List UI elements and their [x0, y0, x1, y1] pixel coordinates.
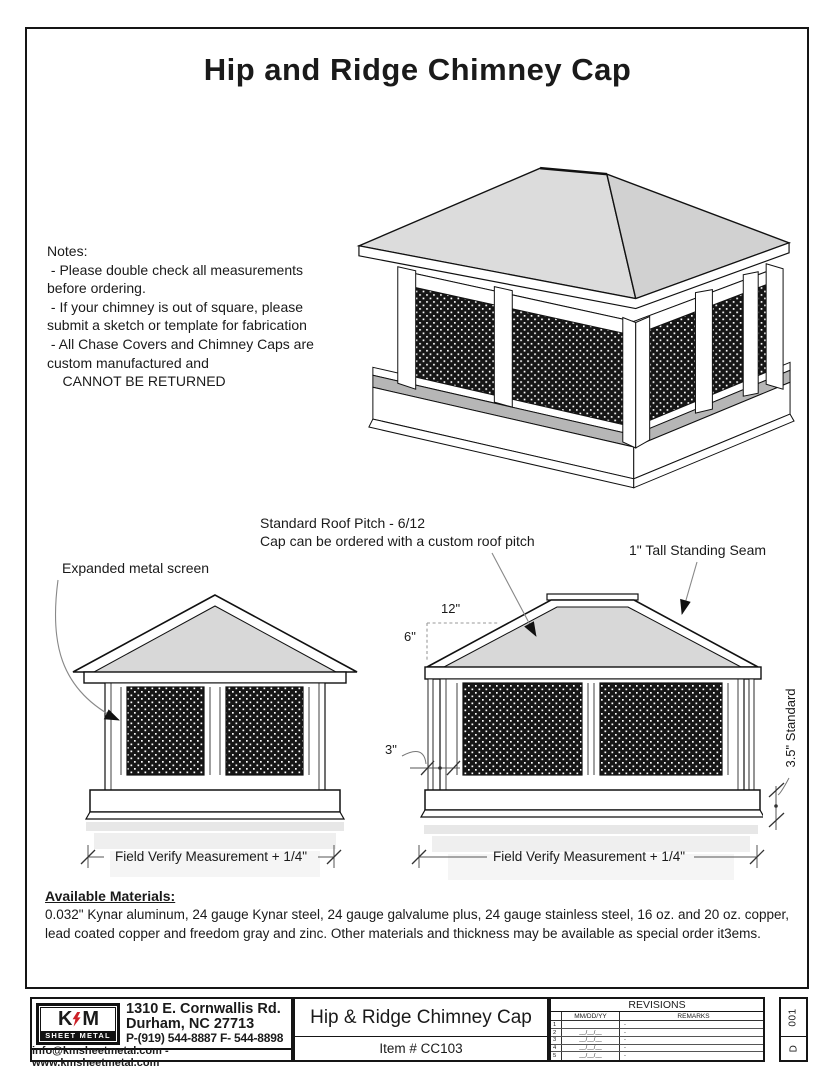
company-address-line1: 1310 E. Cornwallis Rd. — [126, 1001, 281, 1017]
revisions-title: REVISIONS — [551, 999, 763, 1012]
rev-remark: - — [624, 1029, 626, 1036]
km-logo — [36, 1003, 120, 1045]
sheet-size-block — [779, 997, 808, 1062]
logo-subtitle: SHEET METAL — [41, 1031, 115, 1040]
rev-col-remarks: REMARKS — [677, 1012, 710, 1020]
rev-num: 1 — [551, 1021, 562, 1028]
rev-col-num — [551, 1012, 562, 1020]
rev-remark: - — [624, 1044, 626, 1051]
company-address-line2: Durham, NC 27713 — [126, 1015, 255, 1032]
rev-remark: - — [624, 1037, 626, 1044]
company-web: info@kmsheetmetal.com - www.kmsheetmetal.com — [32, 1048, 291, 1065]
company-phone: P-(919) 544-8887 F- 544-8898 — [126, 1031, 284, 1045]
revision-row — [551, 1045, 763, 1053]
rev-remark: - — [624, 1021, 626, 1028]
roof-pitch-label-line1: Standard Roof Pitch - 6/12 — [260, 515, 425, 531]
dim-12-inch: 12" — [441, 601, 461, 616]
title-block — [293, 997, 549, 1062]
rev-remark: - — [624, 1053, 626, 1060]
company-block — [30, 997, 293, 1069]
sheet-number: 001 — [788, 1008, 799, 1027]
field-verify-left: Field Verify Measurement + 1/4" — [114, 849, 307, 864]
sheet-letter: D — [787, 1044, 799, 1053]
notes-line: custom manufactured and — [47, 354, 209, 371]
revision-row — [551, 1029, 763, 1037]
notes-line: before ordering. — [47, 280, 146, 297]
rev-num: 4 — [551, 1045, 562, 1052]
doc-title: Hip & Ridge Chimney Cap — [295, 999, 547, 1037]
rev-col-date: MM/DD/YY — [562, 1012, 620, 1020]
standing-seam-label: 1" Tall Standing Seam — [629, 542, 767, 558]
revision-row — [551, 1037, 763, 1045]
logo-letter-m: M — [82, 1007, 99, 1030]
rev-num: 3 — [551, 1037, 562, 1044]
revisions-table — [549, 997, 765, 1062]
roof-pitch-label-line2: Cap can be ordered with a custom roof pitch — [260, 533, 535, 549]
rev-date: __/__/__ — [562, 1029, 620, 1036]
lightning-bolt-icon — [72, 1012, 81, 1027]
field-verify-right: Field Verify Measurement + 1/4" — [492, 849, 685, 864]
dim-3-inch: 3" — [385, 742, 397, 757]
notes-line: Notes: — [47, 243, 88, 259]
dim-3-5-standard: 3.5" Standard — [782, 688, 798, 768]
materials-body: 0.032" Kynar aluminum, 24 gauge Kynar steel, 24 gauge galvalume plus, 24 gauge stainless steel, 16 oz. and 20 oz. copper, lead coated copper and freedom gray and zinc. Other materials and thickness may be available as special order it3ems. — [45, 907, 790, 941]
dim-6-inch: 6" — [404, 629, 416, 644]
rev-date: __/__/__ — [562, 1045, 620, 1052]
notes-line: - Please double check all measurements — [47, 261, 304, 278]
rev-num: 5 — [551, 1052, 562, 1060]
item-number: Item # CC103 — [379, 1041, 463, 1056]
notes-line: - All Chase Covers and Chimney Caps are — [47, 335, 314, 352]
revisions-header — [551, 1012, 763, 1021]
logo-letter-k: K — [57, 1007, 72, 1030]
page-title: Hip and Ridge Chimney Cap — [203, 52, 632, 87]
materials-heading: Available Materials: — [45, 888, 176, 904]
expanded-screen-label: Expanded metal screen — [62, 560, 210, 576]
revision-row — [551, 1021, 763, 1029]
rev-date — [562, 1021, 620, 1028]
revision-row — [551, 1052, 763, 1060]
rev-num: 2 — [551, 1029, 562, 1036]
rev-date: __/__/__ — [562, 1037, 620, 1044]
notes-line: submit a sketch or template for fabrication — [47, 317, 307, 334]
rev-date: __/__/__ — [562, 1052, 620, 1060]
notes-line: - If your chimney is out of square, please — [47, 298, 304, 315]
notes-line: CANNOT BE RETURNED — [47, 373, 226, 390]
